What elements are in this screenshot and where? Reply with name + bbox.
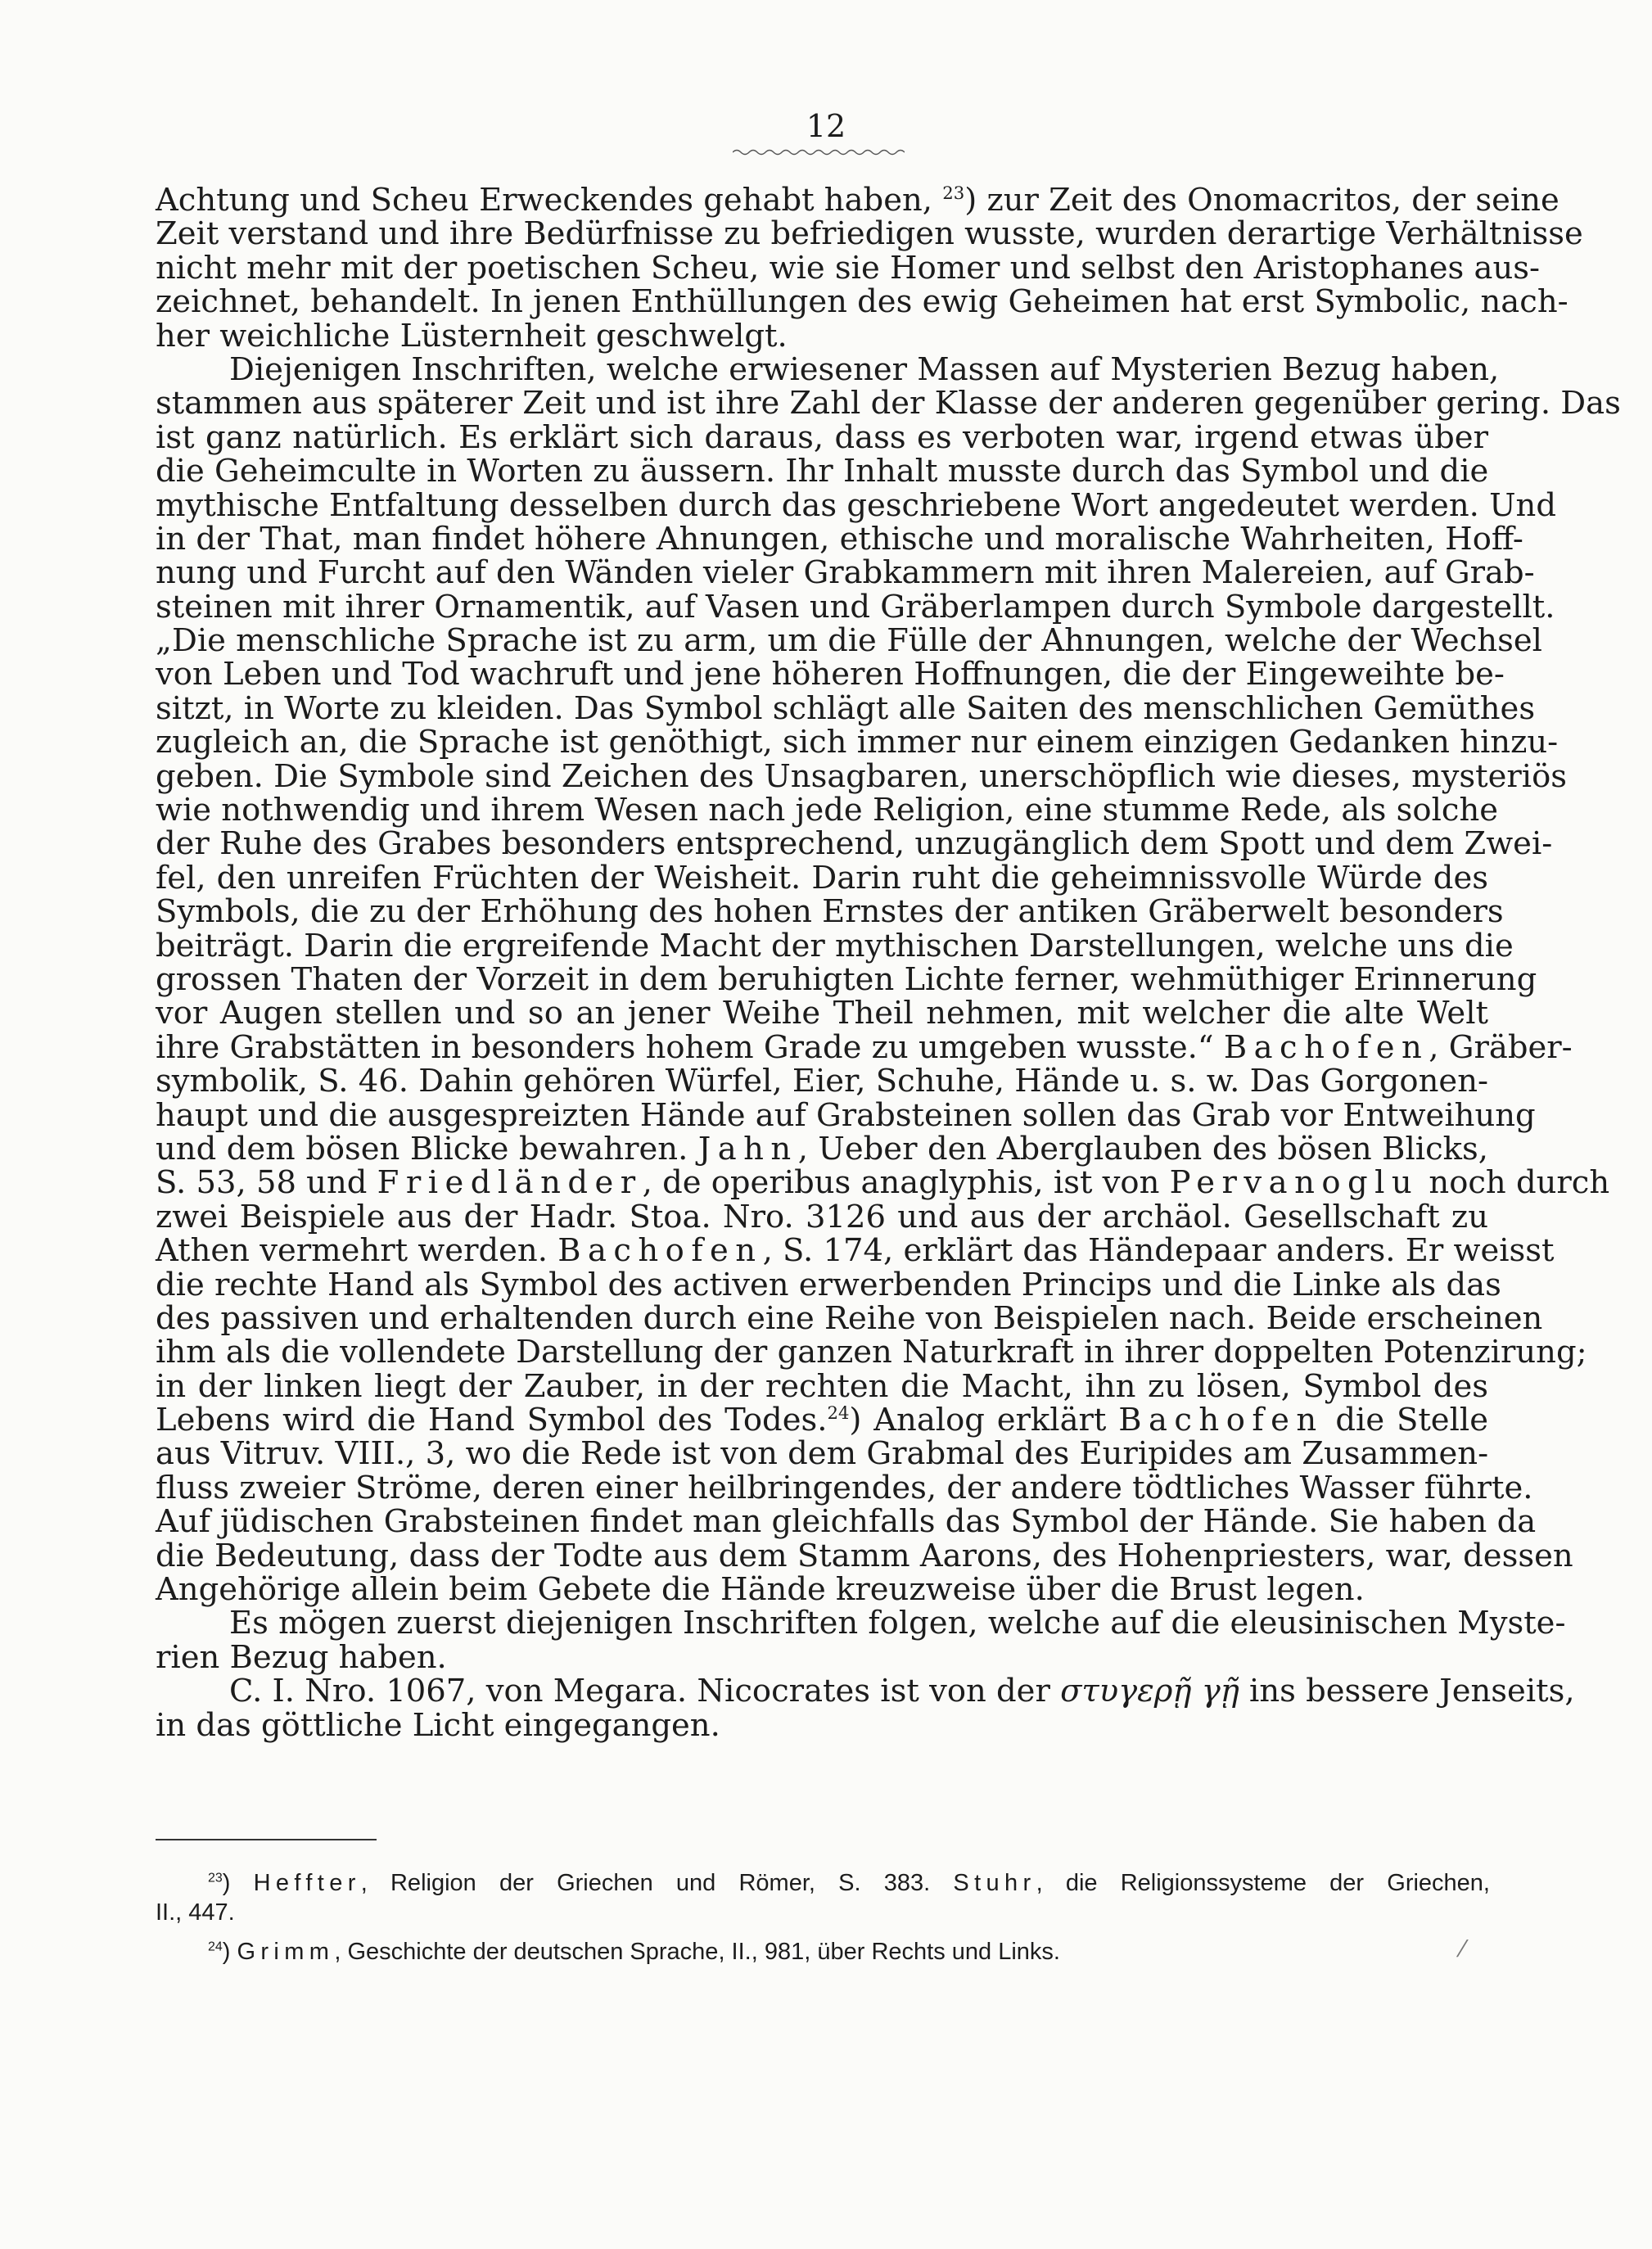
text-line: [156, 385, 1621, 422]
text-line: [156, 418, 1488, 456]
text-run: nicht mehr mit der poetischen Scheu, wie sie Homer und selbst den Aristophanes aus-: [156, 249, 1541, 287]
author-name: Friedländer: [377, 1164, 643, 1202]
author-name: Bachofen: [1118, 1402, 1324, 1439]
text-line: [156, 792, 1499, 829]
text-run: , de operibus anaglyphis, ist von: [642, 1164, 1170, 1202]
text-run: ihre Grabstätten in besonders hohem Grade zu umgeben wusste.“: [156, 1028, 1224, 1066]
text-run: rien Bezug haben.: [156, 1638, 447, 1676]
body-text: [156, 182, 1621, 1744]
margin-mark: ⁄: [1460, 1935, 1465, 1962]
text-run: Diejenigen Inschriften, welche erwiesener Massen auf Mysterien Bezug haben,: [229, 350, 1500, 388]
text-run: des passiven und erhaltenden durch eine Reihe von Beispielen nach. Beide erscheinen: [156, 1299, 1543, 1337]
text-run: S. 53, 58 und: [156, 1164, 377, 1202]
text-line: [156, 350, 1500, 388]
footnote-divider: [156, 1839, 377, 1840]
text-run: und dem bösen Blicke bewahren.: [156, 1130, 698, 1167]
text-line: [156, 996, 1488, 1030]
text-run: ): [222, 1870, 254, 1896]
text-run: Auf jüdischen Grabsteinen findet man gleichfalls das Symbol der Hände. Sie haben da: [156, 1503, 1537, 1541]
text-line: [156, 319, 1488, 353]
footnote-ref: 24: [827, 1402, 850, 1424]
text-run: nung und Furcht auf den Wänden vieler Grabkammern mit ihren Malereien, auf Grab-: [156, 554, 1535, 592]
text-run: zwei Beispiele aus der Hadr. Stoa. Nro. 3126 und aus der archäol. Gesellschaft zu: [156, 1198, 1488, 1235]
text-line: [156, 757, 1568, 795]
text-line: [156, 724, 1559, 761]
text-run: von Leben und Tod wachruft und jene höheren Hoffnungen, die der Eingeweihte be-: [156, 656, 1505, 693]
text-line: [156, 1028, 1573, 1066]
author-name: Bachofen: [557, 1232, 763, 1270]
text-run: Lebens wird die Hand Symbol des Todes.: [156, 1402, 828, 1439]
author-name: Stuhr: [953, 1870, 1036, 1896]
text-line: [156, 1096, 1536, 1134]
footnotes: [156, 1868, 1490, 1967]
text-run: der Ruhe des Grabes besonders entsprechend, unzugänglich dem Spott und dem Zwei-: [156, 825, 1553, 863]
footnote-line: [156, 1898, 1490, 1927]
text-line: [156, 1200, 1488, 1234]
text-run: geben. Die Symbole sind Zeichen des Unsagbaren, unerschöpflich wie dieses, mysteriös: [156, 757, 1568, 795]
text-run: Angehörige allein beim Gebete die Hände kreuzweise über die Brust legen.: [156, 1571, 1365, 1609]
text-run: C. I. Nro. 1067, von Megara. Nicocrates ist von der: [229, 1673, 1061, 1710]
text-line: [156, 1164, 1610, 1202]
text-run: Es mögen zuerst diejenigen Inschriften folgen, welche auf die eleusinischen Myste-: [229, 1605, 1566, 1642]
author-name: Jahn: [697, 1130, 798, 1167]
text-run: , Religion der Griechen und Römer, S. 383.: [360, 1870, 954, 1896]
text-run: zeichnet, behandelt. In jenen Enthüllungen des ewig Geheimen hat erst Symbolic, nach-: [156, 283, 1568, 321]
text-line: [156, 1367, 1488, 1405]
text-line: [156, 1266, 1501, 1303]
text-line: [156, 588, 1555, 625]
text-line: [156, 1605, 1566, 1642]
footnote-line: [156, 1937, 1490, 1967]
author-name: Bachofen: [1223, 1028, 1429, 1066]
text-run: die Bedeutung, dass der Todte aus dem Stamm Aarons, des Hohenpriesters, war, dessen: [156, 1537, 1573, 1574]
text-run: in der That, man findet höhere Ahnungen, ethische und moralische Wahrheiten, Hoff-: [156, 520, 1523, 558]
text-line: [156, 622, 1542, 660]
text-line: [156, 283, 1568, 321]
text-run: die rechte Hand als Symbol des activen erwerbenden Princips und die Linke als das: [156, 1266, 1501, 1303]
header-ornament: [733, 148, 905, 156]
text-run: , Geschichte der deutschen Sprache, II., 981, über Rechts und Links.: [334, 1939, 1060, 1965]
text-line: [156, 1132, 1488, 1166]
text-line: [156, 656, 1505, 693]
author-name: Grimm: [237, 1939, 335, 1965]
text-line: [156, 893, 1504, 931]
text-run: stammen aus späterer Zeit und ist ihre Zahl der Klasse der anderen gegenüber gering. Das: [156, 385, 1621, 422]
text-run: wie nothwendig und ihrem Wesen nach jede Religion, eine stumme Rede, als solche: [156, 792, 1499, 829]
text-run: in das göttliche Licht eingegangen.: [156, 1706, 720, 1744]
text-run: , S. 174, erklärt das Händepaar anders. Er weisst: [762, 1232, 1555, 1270]
text-run: vor Augen stellen und so an jener Weihe Theil nehmen, mit welcher die alte Welt: [156, 995, 1488, 1032]
text-line: [156, 1334, 1587, 1371]
text-run: fluss zweier Ströme, deren einer heilbringendes, der andere tödtliches Wasser führte.: [156, 1469, 1533, 1506]
text-run: ) Analog erklärt: [849, 1402, 1119, 1439]
greek-phrase: στυγερῇ γῇ: [1060, 1673, 1239, 1710]
text-run: Athen vermehrt werden.: [156, 1232, 558, 1270]
author-name: Pervanoglu: [1169, 1164, 1420, 1202]
text-run: aus Vitruv. VIII., 3, wo die Rede ist von dem Grabmal des Euripides am Zusammen-: [156, 1435, 1489, 1473]
text-run: in der linken liegt der Zauber, in der rechten die Macht, ihn zu lösen, Symbol des: [156, 1367, 1488, 1405]
text-line: [156, 1232, 1555, 1270]
text-run: die Geheimculte in Worten zu äussern. Ihr Inhalt musste durch das Symbol und die: [156, 453, 1489, 490]
text-run: her weichliche Lüsternheit geschwelgt.: [156, 317, 788, 355]
text-run: , die Religionssysteme der Griechen,: [1036, 1870, 1490, 1896]
text-run: , Gräber-: [1429, 1028, 1573, 1066]
footnote-ref: 23: [208, 1871, 223, 1885]
text-run: sitzt, in Worte zu kleiden. Das Symbol schlägt alle Saiten des menschlichen Gemüthes: [156, 689, 1536, 727]
text-run: fel, den unreifen Früchten der Weisheit. Darin ruht die geheimnissvolle Würde des: [156, 859, 1488, 896]
text-line: [156, 1435, 1489, 1473]
footnote-ref: 24: [208, 1940, 223, 1954]
text-run: die Stelle: [1323, 1402, 1488, 1439]
text-run: ist ganz natürlich. Es erklärt sich daraus, dass es verboten war, irgend etwas über: [156, 418, 1488, 456]
text-run: ) zur Zeit des Onomacritos, der seine: [964, 182, 1559, 219]
text-line: [156, 486, 1556, 524]
text-line: [156, 1673, 1575, 1710]
text-line: [156, 182, 1559, 219]
text-run: Zeit verstand und ihre Bedürfnisse zu befriedigen wusste, wurden derartige Verhältnisse: [156, 215, 1583, 253]
author-name: Heffter: [253, 1870, 361, 1896]
text-line: [156, 1064, 1488, 1098]
text-run: II., 447.: [156, 1899, 235, 1926]
text-line: [156, 960, 1537, 998]
text-line: [156, 1571, 1488, 1609]
text-run: ins bessere Jenseits,: [1239, 1673, 1575, 1710]
text-line: [156, 825, 1553, 863]
text-run: haupt und die ausgespreizten Hände auf Grabsteinen sollen das Grab vor Entweihung: [156, 1096, 1536, 1134]
text-run: mythische Entfaltung desselben durch das geschriebene Wort angedeutet werden. Und: [156, 486, 1556, 524]
text-run: Symbols, die zu der Erhöhung des hohen Ernstes der antiken Gräberwelt besonders: [156, 893, 1504, 931]
text-run: , Ueber den Aberglauben des bösen Blicks,: [797, 1130, 1488, 1167]
text-run: steinen mit ihrer Ornamentik, auf Vasen und Gräberlampen durch Symbole dargestellt.: [156, 588, 1555, 625]
footnote-line: [156, 1868, 1490, 1898]
text-line: [156, 1469, 1533, 1506]
text-line: [156, 215, 1583, 253]
text-line: [156, 927, 1514, 964]
text-run: symbolik, S. 46. Dahin gehören Würfel, Eier, Schuhe, Hände u. s. w. Das Gorgonen-: [156, 1063, 1488, 1100]
text-line: [156, 249, 1541, 287]
page-number: 12: [806, 108, 846, 144]
text-run: beiträgt. Darin die ergreifende Macht der mythischen Darstellungen, welche uns die: [156, 927, 1514, 964]
text-run: grossen Thaten der Vorzeit in dem beruhigten Lichte ferner, wehmüthiger Erinnerung: [156, 960, 1537, 998]
text-line: [156, 1503, 1537, 1541]
text-run: ): [222, 1939, 237, 1965]
text-line: [156, 1706, 1488, 1744]
text-run: noch durch: [1419, 1164, 1610, 1202]
text-line: [156, 1299, 1543, 1337]
text-line: [156, 554, 1535, 592]
text-line: [156, 1638, 1488, 1676]
text-line: [156, 689, 1536, 727]
text-line: [156, 520, 1523, 558]
text-run: „Die menschliche Sprache ist zu arm, um die Fülle der Ahnungen, welche der Wechsel: [156, 622, 1542, 660]
text-run: Achtung und Scheu Erweckendes gehabt haben,: [156, 182, 943, 219]
text-line: [156, 1537, 1573, 1574]
text-line: [156, 454, 1488, 488]
text-line: [156, 861, 1488, 895]
text-run: ihm als die vollendete Darstellung der ganzen Naturkraft in ihrer doppelten Potenzirung;: [156, 1334, 1587, 1371]
text-run: zugleich an, die Sprache ist genöthigt, sich immer nur einem einzigen Gedanken hinzu-: [156, 724, 1559, 761]
footnote-ref: 23: [942, 183, 965, 204]
text-line: [156, 1403, 1488, 1437]
